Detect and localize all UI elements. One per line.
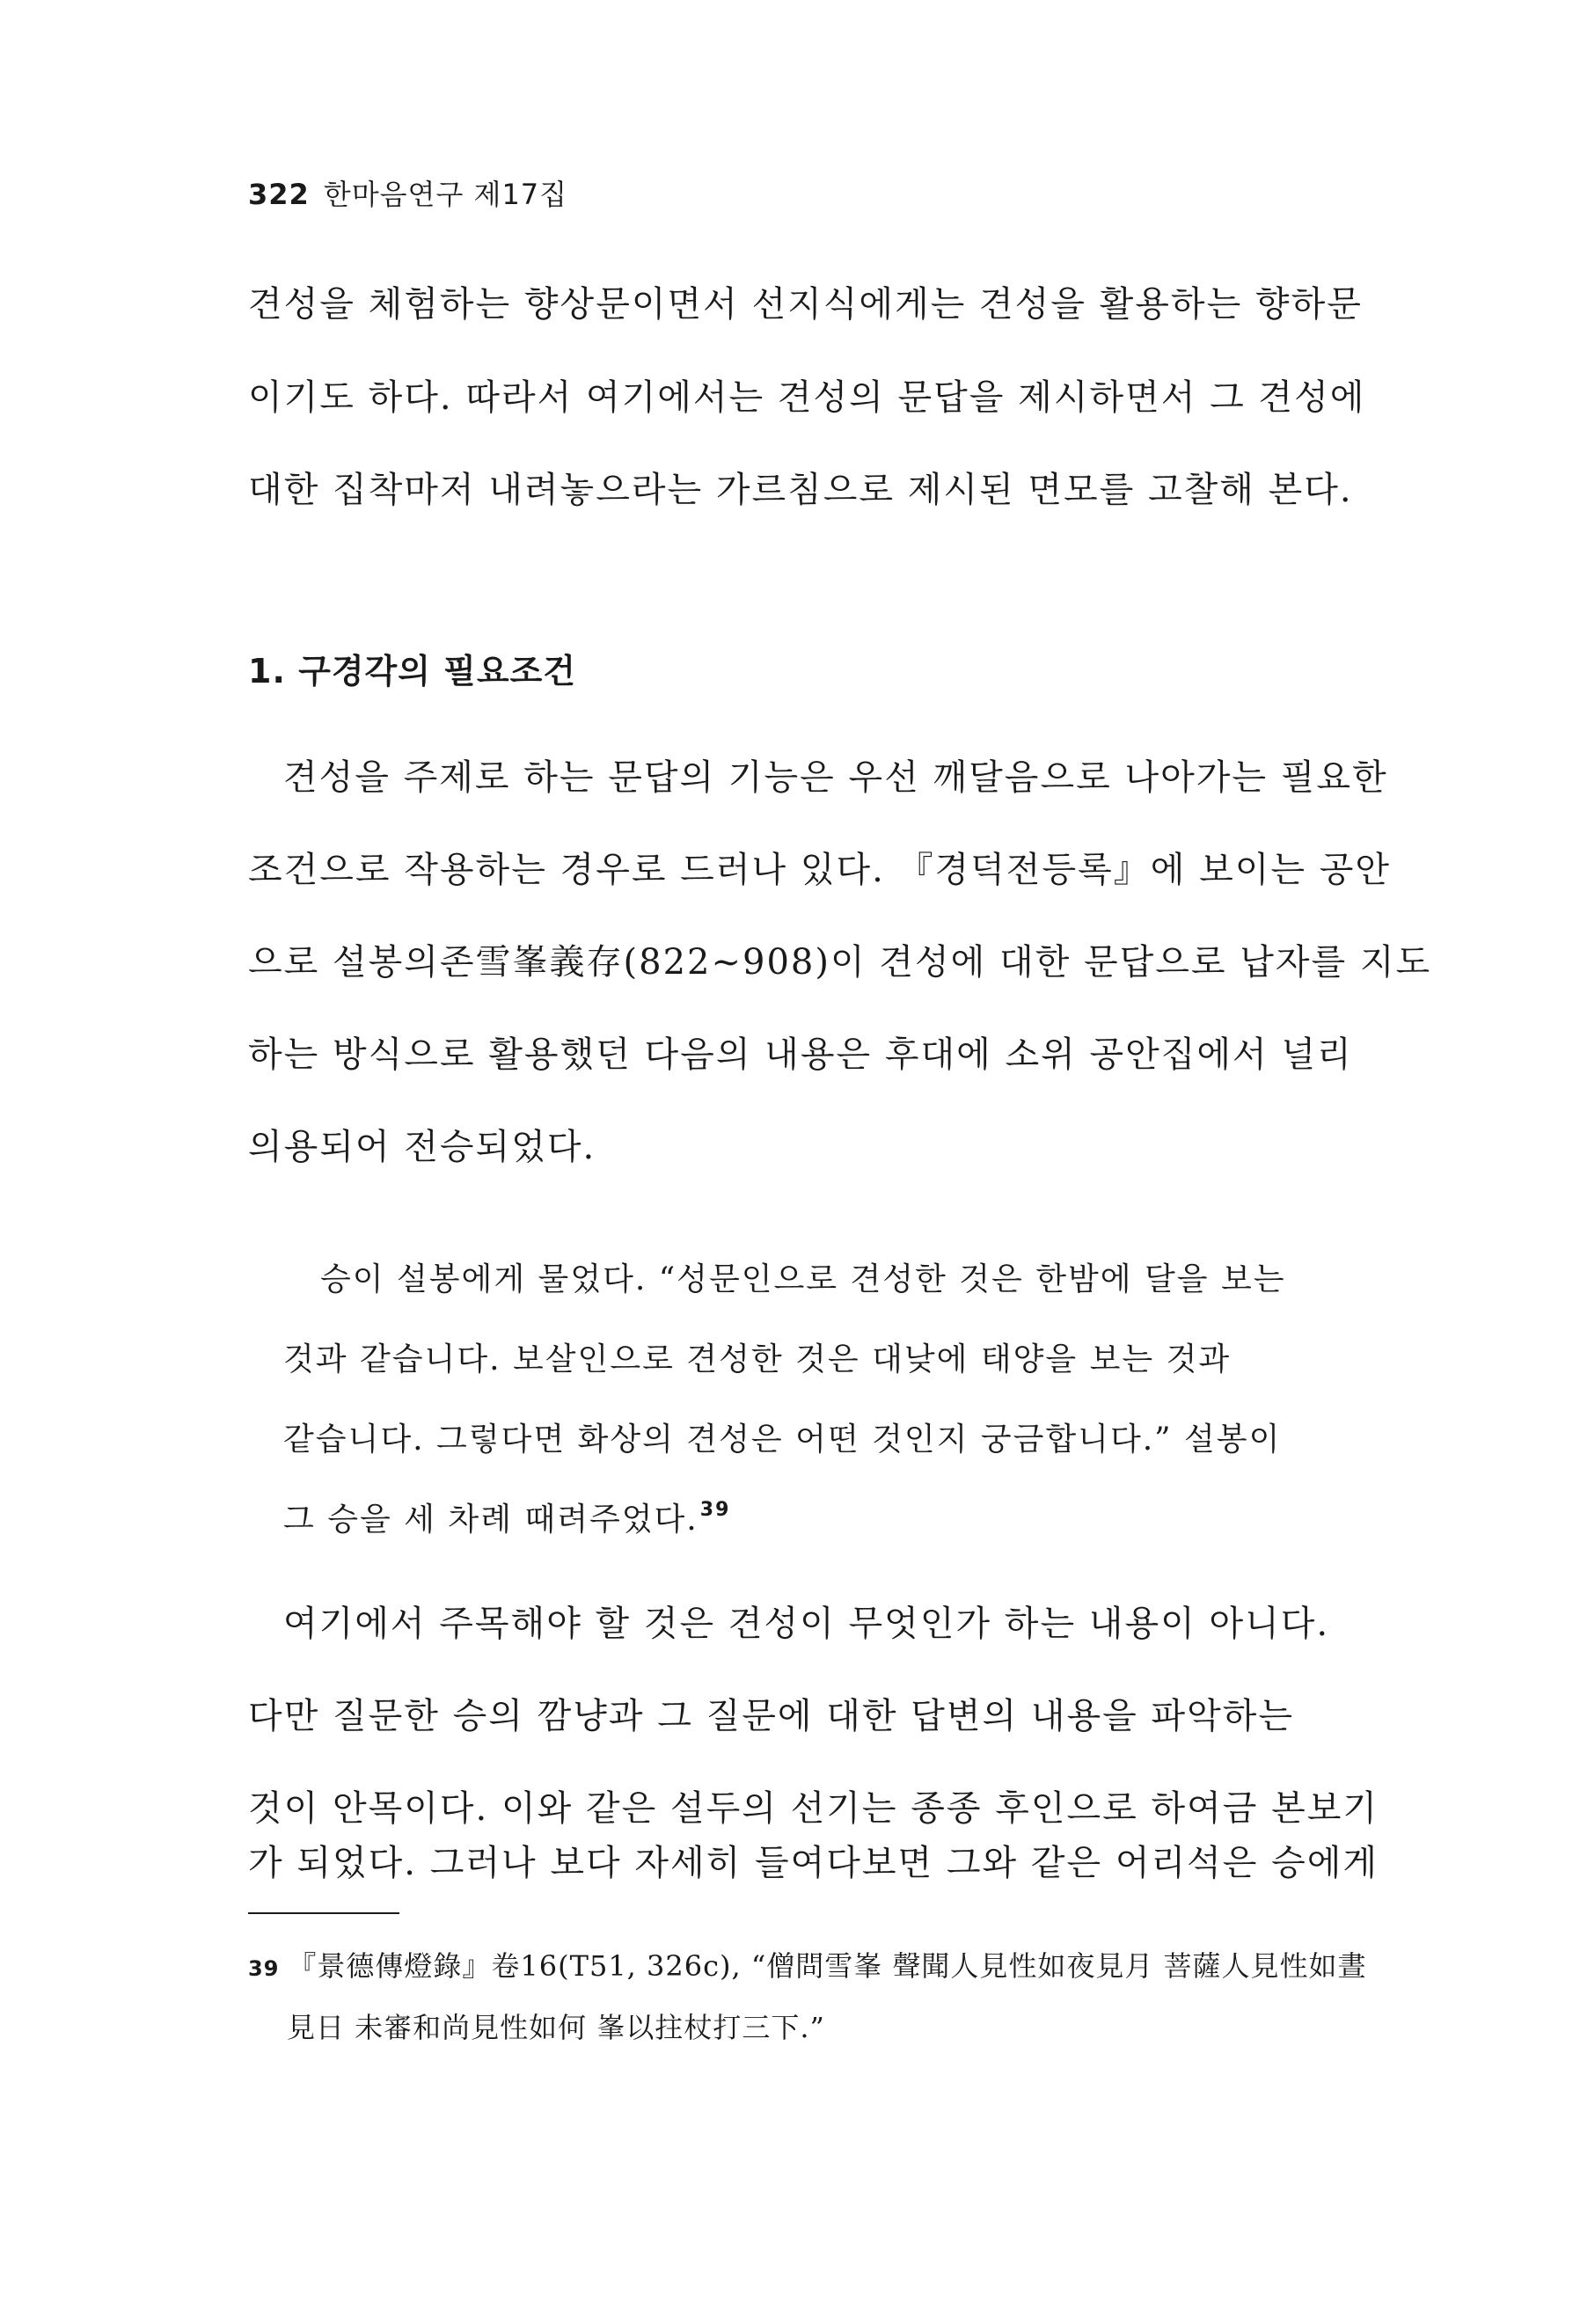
footnote-reference[interactable]: 39 xyxy=(699,1499,731,1521)
paragraph-line: 다만 질문한 승의 깜냥과 그 질문에 대한 답변의 내용을 파악하는 xyxy=(248,1696,1295,1736)
paragraph-line: 의용되어 전승되었다. xyxy=(248,1127,596,1167)
page-number: 322 xyxy=(248,178,310,211)
journal-title: 한마음연구 제17집 xyxy=(323,178,568,211)
quote-text: 그 승을 세 차례 때려주었다. xyxy=(283,1502,699,1538)
quote-line-last xyxy=(283,1499,731,1538)
section-heading: 1. 구경각의 필요조건 xyxy=(248,652,576,691)
intro-line: 대한 집착마저 내려놓으라는 가르침으로 제시된 면모를 고찰해 본다. xyxy=(248,470,1353,510)
quote-line: 승이 설봉에게 물었다. “성문인으로 견성한 것은 한밤에 달을 보는 xyxy=(320,1261,1286,1297)
paragraph-line: 하는 방식으로 활용했던 다음의 내용은 후대에 소위 공안집에서 널리 xyxy=(248,1034,1353,1075)
paragraph-line: 여기에서 주목해야 할 것은 견성이 무엇인가 하는 내용이 아니다. xyxy=(283,1604,1330,1644)
intro-line: 이기도 하다. 따라서 여기에서는 견성의 문답을 제시하면서 그 견성에 xyxy=(248,377,1366,418)
paragraph-line: 으로 설봉의존雪峯義存(822~908)이 견성에 대한 문답으로 납자를 지도 xyxy=(248,942,1432,983)
footnote-text: 『景德傳燈錄』卷16(T51, 326c), “僧問雪峯 聲聞人見性如夜見月 菩薩人見性如晝 xyxy=(288,1949,1367,1983)
quote-line: 같습니다. 그렇다면 화상의 견성은 어떤 것인지 궁금합니다.” 설봉이 xyxy=(283,1421,1282,1458)
paragraph-line: 견성을 주제로 하는 문답의 기능은 우선 깨달음으로 나아가는 필요한 xyxy=(283,757,1388,798)
running-header xyxy=(248,172,567,213)
footnote-line xyxy=(248,1949,1367,1983)
quote-line: 것과 같습니다. 보살인으로 견성한 것은 대낮에 태양을 보는 것과 xyxy=(283,1341,1232,1378)
paragraph-line: 조건으로 작용하는 경우로 드러나 있다. 『경덕전등록』에 보이는 공안 xyxy=(248,850,1391,890)
footnote-divider xyxy=(248,1912,399,1914)
footnote-line: 見日 未審和尚見性如何 峯以拄杖打三下.” xyxy=(287,2011,825,2044)
paragraph-line: 것이 안목이다. 이와 같은 설두의 선기는 종종 후인으로 하여금 본보기 xyxy=(248,1788,1379,1829)
footnote-number: 39 xyxy=(248,1956,280,1981)
paragraph-line: 가 되었다. 그러나 보다 자세히 들여다보면 그와 같은 어리석은 승에게 xyxy=(248,1843,1379,1883)
intro-line: 견성을 체험하는 향상문이면서 선지식에게는 견성을 활용하는 향하문 xyxy=(248,284,1363,325)
